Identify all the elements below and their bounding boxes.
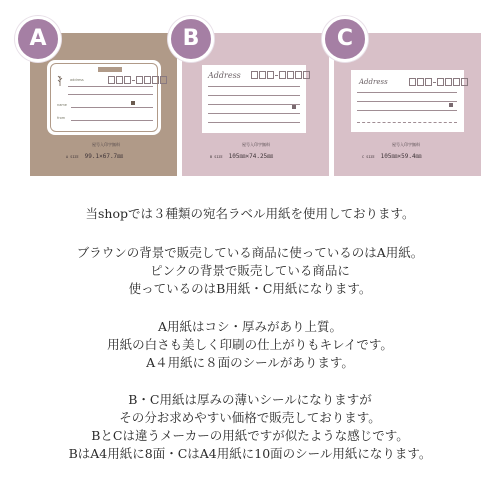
leaf-icon [57,71,63,83]
text-line: BはA4用紙に8面・CはA4用紙に10面のシール用紙になります。 [68,446,432,461]
zip-boxes [108,76,167,84]
name-line [208,113,300,114]
shop-name: 屋号入印字無料 [242,142,270,147]
label-b [202,65,306,133]
name-line [357,110,457,111]
size-value: 105㎜×59.4㎜ [380,153,422,160]
stamp-icon [292,105,296,109]
text-line: A用紙はコシ・厚みがあり上質。 [157,319,343,334]
address-word: address [70,78,84,82]
text-line: ピンクの背景で販売している商品に [150,263,350,278]
address-line [357,101,457,102]
badge-a: A [15,16,61,62]
intro-paragraph [0,205,500,223]
badge-b: B [168,16,214,62]
address-line [208,95,300,96]
paper-a-paragraph [0,318,500,372]
size-line [362,151,422,160]
zip-boxes [251,71,310,79]
text-line: BとCは違うメーカーの用紙ですが似たような感じです。 [91,428,409,443]
text-line: 当shopでは３種類の宛名ラベル用紙を使用しております。 [85,206,415,221]
paper-bc-paragraph [0,391,500,463]
text-line: A４用紙に８面のシールがあります。 [146,355,354,370]
size-tag: B SIZE [210,155,223,159]
from-line [71,120,153,121]
from-line [208,122,300,123]
field-name-label: name [57,103,67,107]
from-line [357,122,457,124]
zip-boxes [409,78,468,86]
address-word: Address [208,71,241,80]
stamp-icon [131,101,135,105]
size-value: 99.1×67.7㎜ [84,153,124,160]
address-line [68,94,153,95]
shop-name: 屋号入印字無料 [392,142,420,147]
address-line [357,92,457,93]
text-line: 用紙の白さも美しく印刷の仕上がりもキレイです。 [107,337,393,352]
label-tab [98,67,122,72]
label-c [351,70,464,132]
text-line: ブラウンの背景で販売している商品に使っているのはA用紙。 [76,245,424,260]
name-line [71,107,153,108]
paper-usage-paragraph [0,244,500,298]
badge-c: C [322,16,368,62]
address-line [208,104,300,105]
size-value: 105㎜×74.25㎜ [228,153,274,160]
size-line [210,151,273,160]
text-line: B・C用紙は厚みの薄いシールになりますが [128,392,372,407]
address-line [208,86,300,87]
address-line [68,86,153,87]
size-tag: A SIZE [66,155,79,159]
label-a [47,60,161,135]
field-from-label: from [57,116,66,120]
text-line: その分お求めやすい価格で販売しております。 [119,410,381,425]
stamp-icon [449,103,453,107]
address-word: Address [359,78,388,86]
text-line: 使っているのはB用紙・C用紙になります。 [128,281,372,296]
size-line [66,151,123,160]
shop-name: 屋号入印字無料 [92,142,120,147]
size-tag: C SIZE [362,155,375,159]
